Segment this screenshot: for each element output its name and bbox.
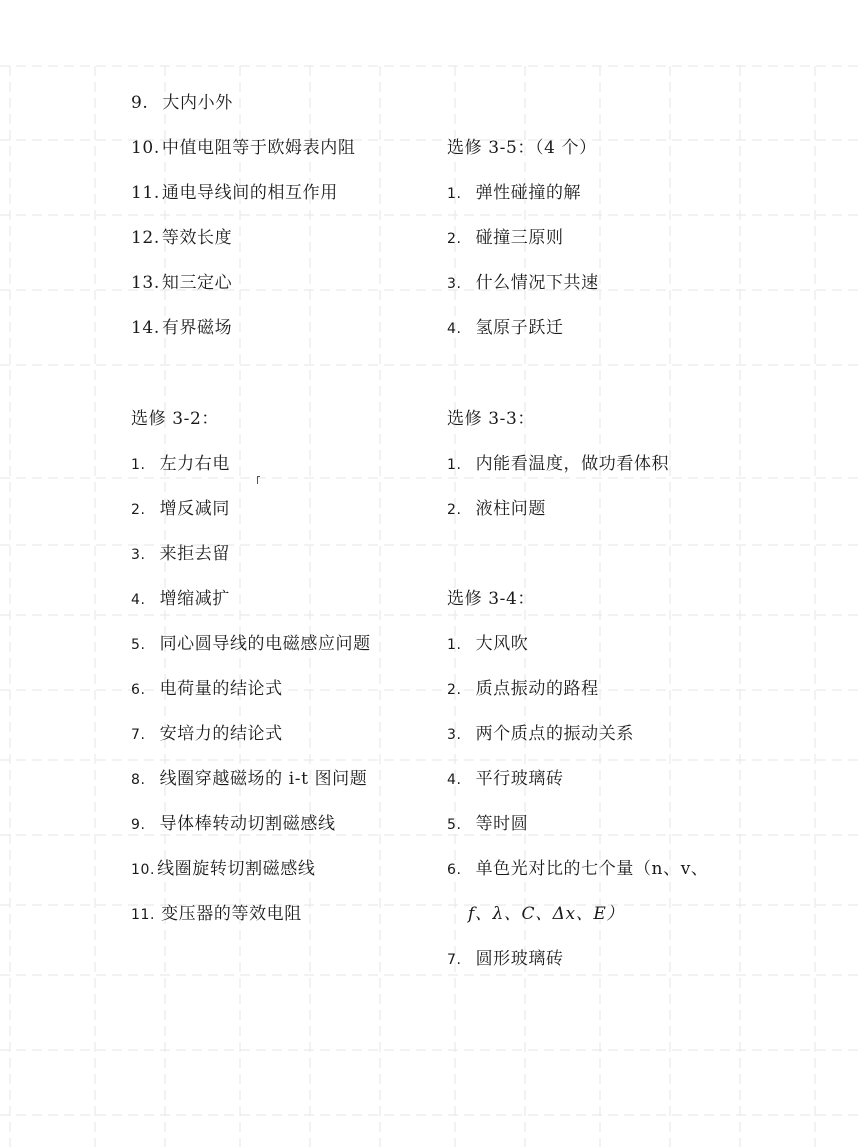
item-number: 9. [131, 817, 146, 833]
item-number: 5. [447, 817, 462, 833]
item-text: 增缩减扩 [159, 589, 230, 609]
item-text: 线圈旋转切割磁感线 [157, 859, 316, 879]
list-item [131, 226, 232, 250]
item-text: 大内小外 [162, 93, 233, 113]
list-item [447, 271, 599, 296]
list-item-continuation [468, 902, 624, 926]
item-number: 8. [131, 772, 146, 788]
item-number: 4. [447, 772, 462, 788]
list-item [131, 857, 315, 882]
list-item [131, 767, 367, 792]
section-heading-3-4: 选修 3-4： [447, 589, 535, 609]
list-item [447, 316, 564, 341]
item-text: 电荷量的结论式 [159, 679, 283, 699]
item-number: 10. [131, 138, 160, 158]
item-text: 等效长度 [161, 228, 233, 248]
list-item [131, 587, 230, 612]
list-item [131, 136, 355, 160]
item-number: 2. [447, 231, 462, 247]
section-heading-3-2: 选修 3-2： [131, 409, 219, 429]
item-text: 通电导线间的相互作用 [161, 183, 338, 203]
list-item [131, 181, 338, 205]
item-text: 两个质点的振动关系 [475, 724, 634, 744]
list-item [131, 632, 371, 657]
item-number: 6. [131, 682, 146, 698]
item-number: 7. [131, 727, 146, 743]
item-text: 线圈穿越磁场的 i-t 图问题 [159, 769, 368, 789]
list-item [131, 902, 302, 927]
list-item [131, 722, 283, 747]
list-item [447, 226, 564, 251]
item-text: 什么情况下共速 [475, 273, 599, 293]
section-heading-3-3: 选修 3-3： [447, 409, 535, 429]
item-text: 中值电阻等于欧姆表内阻 [161, 138, 356, 158]
list-item [447, 947, 564, 972]
item-text: 左力右电 [159, 454, 230, 474]
item-number: 2. [447, 682, 462, 698]
item-number: 12. [131, 228, 160, 248]
item-text: 同心圆导线的电磁感应问题 [159, 634, 371, 654]
list-item [447, 677, 599, 702]
list-item [131, 542, 230, 567]
item-text: 质点振动的路程 [475, 679, 599, 699]
item-number: 6. [447, 862, 462, 878]
item-text: 增反减同 [159, 499, 230, 519]
item-text: 圆形玻璃砖 [475, 949, 564, 969]
item-number: 1. [447, 637, 462, 653]
list-item [131, 452, 230, 477]
list-item [447, 497, 546, 522]
item-number: 9. [131, 93, 149, 113]
item-text: 碰撞三原则 [475, 228, 564, 248]
list-item [447, 857, 709, 882]
list-item [447, 452, 669, 477]
list-item [447, 181, 581, 206]
list-item [447, 767, 564, 792]
item-number: 10. [131, 862, 156, 878]
list-item [131, 497, 230, 522]
list-item [131, 91, 233, 115]
item-number: 3. [447, 276, 462, 292]
item-text: 安培力的结论式 [159, 724, 283, 744]
item-number: 11. [131, 907, 156, 923]
item-number: 5. [131, 637, 146, 653]
item-number: 2. [131, 502, 146, 518]
item-number: 1. [131, 457, 146, 473]
list-item [131, 271, 232, 295]
item-number: 7. [447, 952, 462, 968]
stray-mark [257, 476, 258, 484]
item-text: 氢原子跃迁 [475, 318, 564, 338]
item-number: 13. [131, 273, 160, 293]
item-number: 2. [447, 502, 462, 518]
item-number: 3. [131, 547, 146, 563]
list-item [447, 722, 634, 747]
section-heading-3-5: 选修 3-5：（4 个） [447, 138, 597, 158]
item-text: 知三定心 [161, 273, 233, 293]
item-number: 1. [447, 186, 462, 202]
list-item [131, 316, 232, 340]
item-number: 4. [447, 321, 462, 337]
list-item [131, 812, 336, 837]
item-text: 有界磁场 [161, 318, 233, 338]
item-text: 大风吹 [475, 634, 529, 654]
item-number: 4. [131, 592, 146, 608]
list-item [447, 812, 528, 837]
item-number: 14. [131, 318, 160, 338]
item-text: 导体棒转动切割磁感线 [159, 814, 336, 834]
item-number: 3. [447, 727, 462, 743]
list-item [131, 677, 283, 702]
item-text: 来拒去留 [159, 544, 230, 564]
item-text: 弹性碰撞的解 [475, 183, 582, 203]
item-text: f、λ、C、Δx、E） [468, 904, 624, 924]
list-item [447, 632, 528, 657]
item-text: 单色光对比的七个量（n、v、 [475, 859, 709, 879]
item-text: 变压器的等效电阻 [161, 904, 302, 924]
item-text: 平行玻璃砖 [475, 769, 564, 789]
item-text: 内能看温度，做功看体积 [475, 454, 670, 474]
item-number: 11. [131, 183, 160, 203]
item-text: 等时圆 [475, 814, 529, 834]
item-text: 液柱问题 [475, 499, 546, 519]
item-number: 1. [447, 457, 462, 473]
